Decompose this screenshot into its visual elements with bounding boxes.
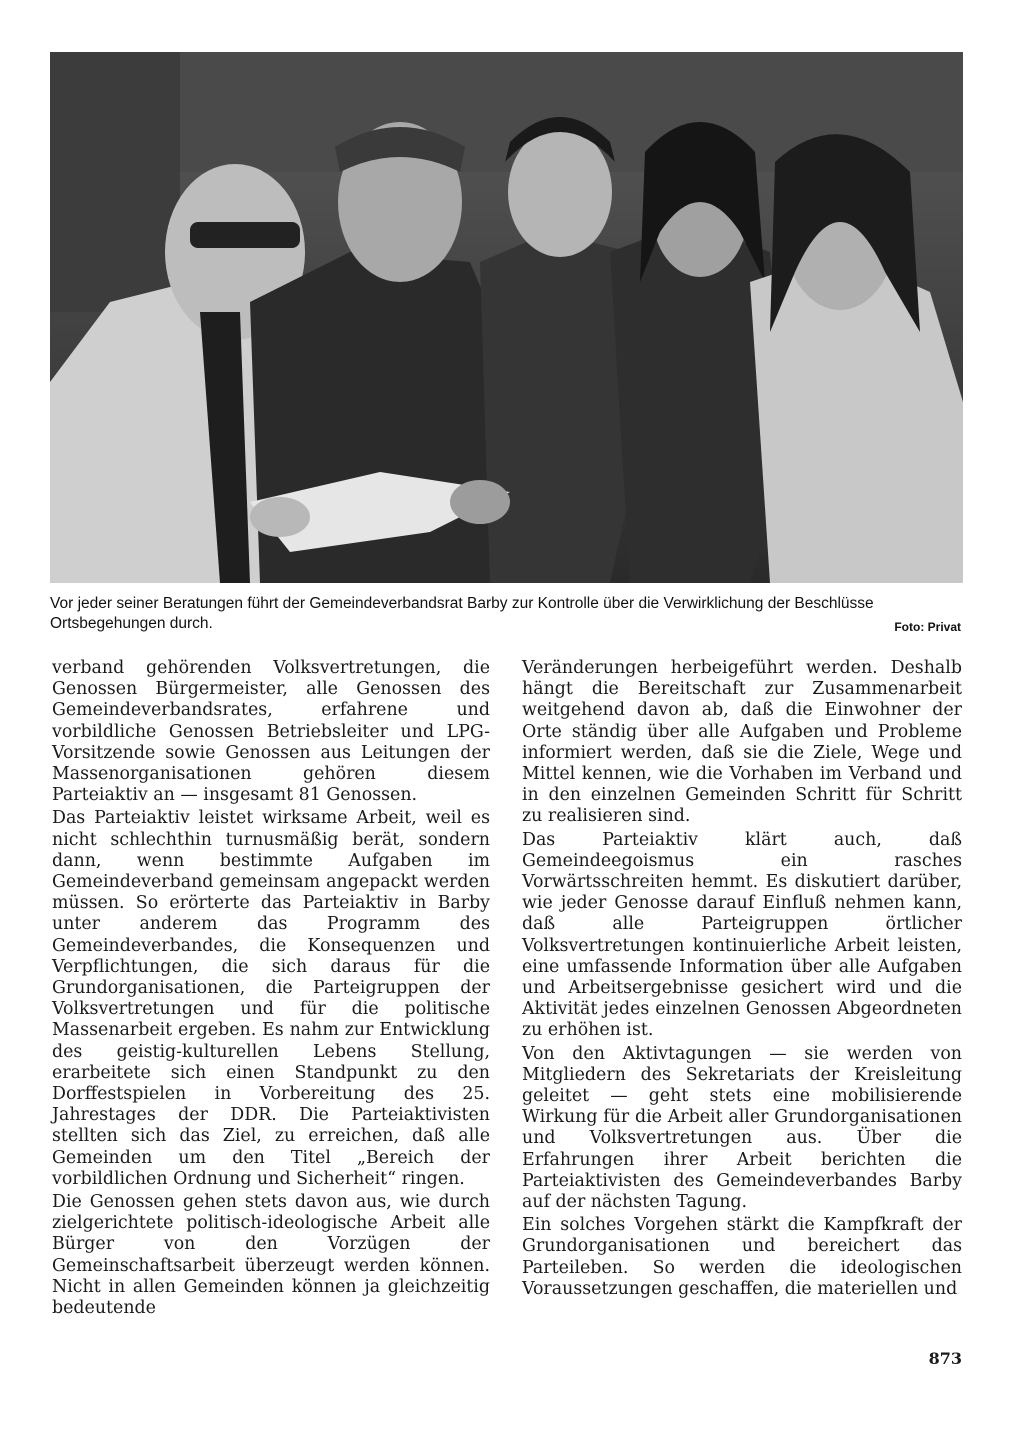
paragraph: Von den Aktivtagungen — sie werden von Mitgliedern des Sekretariats der Kreisleitung geleitet — geht stets eine mobilisierende Wirkung für die Arbeit aller Grundorganisationen und Volksvertretungen aus. Über die Erfahrungen ihrer Arbeit berichten die Parteiaktivisten des Gemeindeverbandes Barby auf der nächsten Tagung.: [522, 1043, 962, 1213]
paragraph: Veränderungen herbeigeführt werden. Deshalb hängt die Bereitschaft zur Zusammenarbeit weitgehend davon ab, daß die Einwohner der Orte ständig über alle Aufgaben und Probleme informiert werden, daß sie die Ziele, Wege und Mittel kennen, wie die Vorhaben im Verband und in den einzelnen Gemeinden Schritt für Schritt zu realisieren sind.: [522, 658, 962, 827]
photo-credit: Foto: Privat: [894, 620, 961, 634]
paragraph: Ein solches Vorgehen stärkt die Kampfkraft der Grundorganisationen und bereichert das Parteileben. So werden die ideologischen Voraussetzungen geschaffen, die materiellen und: [522, 1215, 962, 1299]
group-photo: [50, 52, 963, 583]
paragraph: Das Parteiaktiv leistet wirksame Arbeit, weil es nicht schlechthin turnusmäßig berät, sondern dann, wenn bestimmte Aufgaben im Gemeindeverband gemeinsam angepackt werden müssen. So erörterte das Parteiaktiv in Barby unter anderem das Programm des Gemeindeverbandes, die Konsequenzen und Verpflichtungen, die sich daraus für die Grundorganisationen, die Parteigruppen der Volksvertretungen und für die politische Massenarbeit ergeben. Es nahm zur Entwicklung des geistig-kulturellen Lebens Stellung, erarbeitete sich einen Standpunkt zu den Dorffestspielen in Vorbereitung des 25. Jahrestages der DDR. Die Parteiaktivisten stellten sich das Ziel, zu erreichen, daß alle Gemeinden um den Titel „Bereich der vorbildlichen Ordnung und Sicherheit“ ringen.: [52, 808, 490, 1189]
photo-illustration: [50, 52, 963, 583]
left-column: [52, 658, 490, 1321]
paragraph: verband gehörenden Volksvertretungen, die Genossen Bürgermeister, alle Genossen des Gemeindeverbandsrates, erfahrene und vorbildliche Genossen Betriebsleiter und LPG-Vorsitzende sowie Genossen aus Leitungen der Massenorganisationen gehören diesem Parteiaktiv an — insgesamt 81 Genossen.: [52, 658, 490, 806]
caption-text: Vor jeder seiner Beratungen führt der Gemeindeverbandsrat Barby zur Kontrolle über die Verwirklichung der Beschlüsse Ortsbegehungen durch.: [50, 595, 874, 632]
paragraph: Die Genossen gehen stets davon aus, wie durch zielgerichtete politisch-ideologische Arbeit alle Bürger von den Vorzügen der Gemeinschaftsarbeit überzeugt werden können. Nicht in allen Gemeinden können ja gleichzeitig bedeutende: [52, 1192, 490, 1319]
paragraph: Das Parteiaktiv klärt auch, daß Gemeindeegoismus ein rasches Vorwärtsschreiten hemmt. Es diskutiert darüber, wie jeder Genosse darauf Einfluß nehmen kann, daß alle Parteigruppen örtlicher Volksvertretungen kontinuierliche Arbeit leisten, eine umfassende Information über alle Aufgaben und Arbeitsergebnisse gesichert wird und die Aktivität jedes einzelnen Genossen Abgeordneten zu erhöhen ist.: [522, 829, 962, 1041]
page-number: 873: [928, 1349, 962, 1368]
right-column: [522, 658, 962, 1302]
photo-caption: [50, 594, 963, 634]
